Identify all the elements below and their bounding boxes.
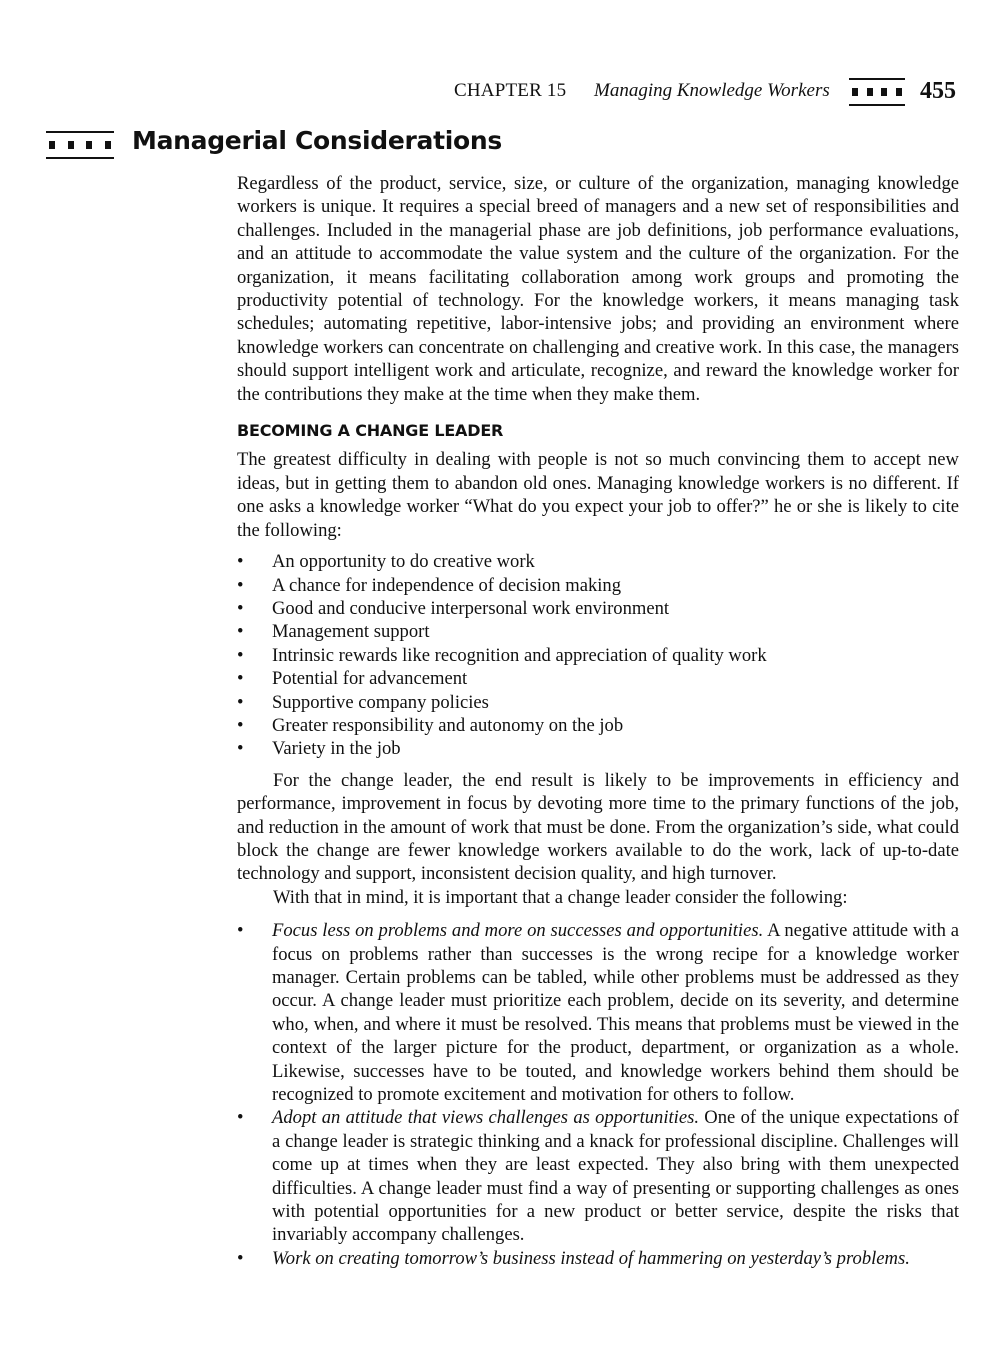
running-head: [454, 78, 964, 112]
list-item: • Good and conducive interpersonal work environment: [237, 597, 959, 620]
list-item: [237, 919, 959, 1106]
expectations-list: [237, 550, 959, 761]
chapter-title: Managing Knowledge Workers: [594, 80, 830, 101]
item-lead: Adopt an attitude that views challenges as opportunities.: [272, 1107, 699, 1129]
list-item: • Potential for advancement: [237, 667, 959, 690]
item-text: One of the unique expectations of a change leader is strategic thinking and a knack for professional discipline. Challenges will come up at times when they are least expected. They also bring with them unexpected difficulties. A change leader must find a way of presenting or supporting challenges as ones with potential opportunities for a new product or better service, despite the risks that invariably accompany challenges.: [272, 1107, 959, 1246]
considerations-list: [237, 919, 959, 1270]
item-lead: Work on creating tomorrow’s business instead of hammering on yesterday’s problems.: [272, 1247, 910, 1269]
paragraph: For the change leader, the end result is likely to be improvements in efficiency and performance, improvement in focus by devoting more time to the primary functions of the job, and reduction in the amount of work that must be done. From the organization’s side, what could block the change are fewer knowledge workers available to do the work, lack of up-to-date technology and support, inconsistent decision quality, and high turnover.: [237, 769, 959, 885]
ornament-icon: [849, 78, 905, 106]
list-item: • Supportive company policies: [237, 691, 959, 714]
list-item: • Greater responsibility and autonomy on the job: [237, 714, 959, 737]
page-number: 455: [920, 78, 956, 104]
ornament-icon: [46, 131, 114, 159]
list-item: • Management support: [237, 620, 959, 643]
list-item: • Intrinsic rewards like recognition and appreciation of quality work: [237, 644, 959, 667]
list-item: • Variety in the job: [237, 737, 959, 760]
subsection-title: BECOMING A CHANGE LEADER: [237, 421, 504, 441]
list-item: [237, 1247, 959, 1270]
item-text: A negative attitude with a focus on problems rather than successes is the wrong recipe for a knowledge worker manager. Certain problems can be tabled, while other problems must be addressed as they occur. A change leader must prioritize each problem, decide on its severity, and determine who, when, and where it must be resolved. This means that problems must be viewed in the context of the larger picture for the product, department, or organization as a whole. Likewise, successes have to be touted, and knowledge workers behind them should be recognized to promote excitement and motivation for others to follow.: [272, 920, 960, 1106]
section-title: Managerial Considerations: [132, 126, 503, 155]
list-item: • An opportunity to do creative work: [237, 550, 959, 573]
item-lead: Focus less on problems and more on successes and opportunities.: [272, 920, 764, 942]
intro-paragraph: Regardless of the product, service, size, or culture of the organization, managing knowledge workers is unique. It requires a special breed of managers and a new set of responsibilities and challenges. Included in the managerial phase are job definitions, job performance evaluations, and an attitude to accommodate the value system and the culture of the organization. For the organization, it means facilitating collaboration among work groups and promoting the productivity potential of technology. For the knowledge workers, it means managing task schedules; automating repetitive, labor-intensive jobs; and providing an environment where knowledge workers can concentrate on challenging and creative work. In this case, the managers should support intelligent work and articulate, recognize, and reward the knowledge worker for the contributions they make at the time when they make them.: [237, 173, 959, 405]
list-item: • A chance for independence of decision making: [237, 574, 959, 597]
chapter-label: CHAPTER 15: [454, 80, 567, 101]
body-text: [237, 172, 959, 1278]
paragraph: The greatest difficulty in dealing with people is not so much convincing them to accept new ideas, but in getting them to abandon old ones. Managing knowledge workers is no different. If one asks a knowledge worker “What do you expect your job to offer?” he or she is likely to cite the following:: [237, 449, 959, 541]
paragraph: With that in mind, it is important that a change leader consider the following:: [273, 886, 848, 908]
list-item: [237, 1106, 959, 1246]
